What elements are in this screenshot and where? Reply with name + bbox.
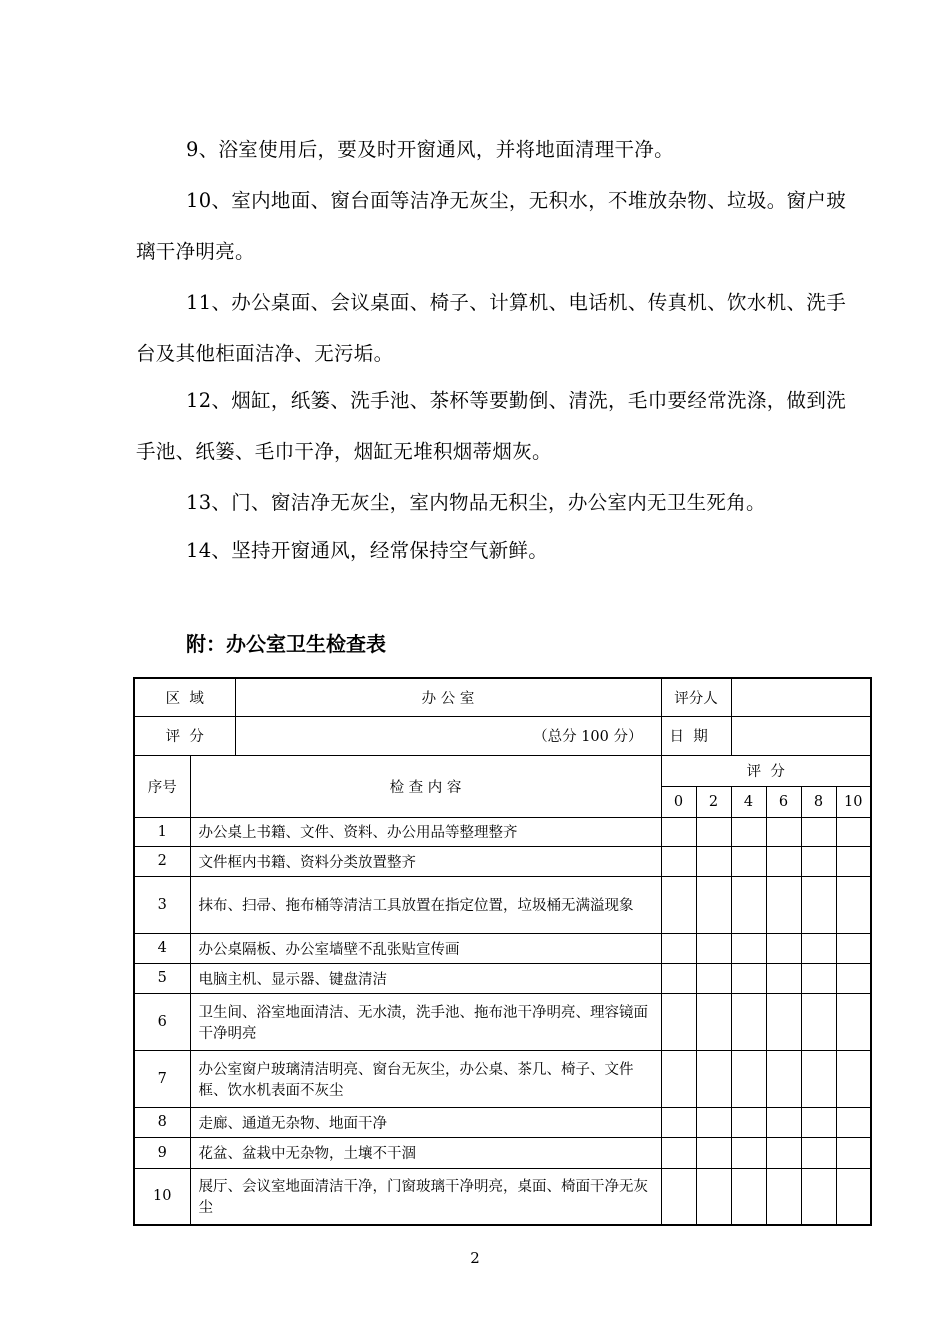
row-content: 电脑主机、显示器、键盘清洁: [190, 963, 661, 993]
score-header: 评 分: [661, 755, 871, 786]
row-number: 4: [134, 933, 190, 963]
row-content: 办公室窗户玻璃清洁明亮、窗台无灰尘，办公桌、茶几、椅子、文件框、饮水机表面不灰尘: [190, 1050, 661, 1107]
score-level-6: 6: [766, 786, 801, 817]
score-cell[interactable]: [696, 993, 731, 1050]
score-cell[interactable]: [661, 963, 696, 993]
score-cell[interactable]: [801, 876, 836, 933]
score-cell[interactable]: [836, 846, 871, 876]
score-cell[interactable]: [836, 1168, 871, 1225]
score-cell[interactable]: [766, 1137, 801, 1168]
paragraph-12: 12、烟缸，纸篓、洗手池、茶杯等要勤倒、清洗，毛巾要经常洗涤，做到洗手池、纸篓、毛巾干净，烟缸无堆积烟蒂烟灰。: [136, 389, 846, 463]
score-cell[interactable]: [766, 846, 801, 876]
score-cell[interactable]: [731, 1137, 766, 1168]
score-cell[interactable]: [661, 933, 696, 963]
row-number: 5: [134, 963, 190, 993]
table-row: [134, 1168, 871, 1225]
score-cell[interactable]: [766, 993, 801, 1050]
score-cell[interactable]: [801, 846, 836, 876]
score-cell[interactable]: [766, 933, 801, 963]
content-header: 检 查 内 容: [190, 755, 661, 817]
area-label: 区 域: [134, 678, 235, 716]
page-number: 2: [470, 1249, 480, 1267]
score-cell[interactable]: [836, 993, 871, 1050]
score-cell[interactable]: [731, 993, 766, 1050]
score-cell[interactable]: [836, 1107, 871, 1137]
score-cell[interactable]: [731, 817, 766, 846]
table-row: [134, 1137, 871, 1168]
score-cell[interactable]: [696, 817, 731, 846]
table-row: [134, 1107, 871, 1137]
row-number: 6: [134, 993, 190, 1050]
paragraph-14: 14、坚持开窗通风，经常保持空气新鲜。: [186, 539, 549, 562]
score-cell[interactable]: [801, 933, 836, 963]
score-level-4: 4: [731, 786, 766, 817]
score-cell[interactable]: [661, 846, 696, 876]
score-cell[interactable]: [696, 1050, 731, 1107]
score-cell[interactable]: [661, 1050, 696, 1107]
score-cell[interactable]: [731, 1107, 766, 1137]
score-cell[interactable]: [696, 876, 731, 933]
row-content: 卫生间、浴室地面清洁、无水渍，洗手池、拖布池干净明亮、理容镜面干净明亮: [190, 993, 661, 1050]
score-cell[interactable]: [801, 993, 836, 1050]
score-cell[interactable]: [661, 1168, 696, 1225]
rater-field[interactable]: [731, 678, 871, 716]
score-cell[interactable]: [696, 1107, 731, 1137]
paragraph-13: 13、门、窗洁净无灰尘，室内物品无积尘，办公室内无卫生死角。: [186, 491, 766, 514]
row-number: 3: [134, 876, 190, 933]
score-cell[interactable]: [836, 963, 871, 993]
score-cell[interactable]: [696, 846, 731, 876]
row-number: 10: [134, 1168, 190, 1225]
score-cell[interactable]: [661, 1137, 696, 1168]
score-cell[interactable]: [661, 876, 696, 933]
score-cell[interactable]: [731, 963, 766, 993]
score-cell[interactable]: [836, 1050, 871, 1107]
score-cell[interactable]: [836, 933, 871, 963]
table-row: [134, 1050, 871, 1107]
score-cell[interactable]: [731, 1168, 766, 1225]
table-row: [134, 993, 871, 1050]
table-row: [134, 933, 871, 963]
score-cell[interactable]: [696, 1137, 731, 1168]
score-cell[interactable]: [661, 817, 696, 846]
score-cell[interactable]: [836, 876, 871, 933]
score-cell[interactable]: [696, 963, 731, 993]
score-cell[interactable]: [801, 1168, 836, 1225]
table-row: [134, 817, 871, 846]
hygiene-check-table: [133, 677, 872, 1226]
table-row: [134, 876, 871, 933]
row-content: 走廊、通道无杂物、地面干净: [190, 1107, 661, 1137]
score-label: 评 分: [134, 716, 235, 755]
table-row: [134, 846, 871, 876]
row-content: 展厅、会议室地面清洁干净，门窗玻璃干净明亮，桌面、椅面干净无灰尘: [190, 1168, 661, 1225]
score-cell[interactable]: [661, 993, 696, 1050]
paragraph-11: 11、办公桌面、会议桌面、椅子、计算机、电话机、传真机、饮水机、洗手台及其他柜面洁净、无污垢。: [136, 291, 846, 365]
score-level-8: 8: [801, 786, 836, 817]
score-cell[interactable]: [801, 963, 836, 993]
score-cell[interactable]: [766, 1050, 801, 1107]
rater-label: 评分人: [661, 678, 731, 716]
row-number: 9: [134, 1137, 190, 1168]
area-value: 办 公 室: [235, 678, 661, 716]
seq-header: 序号: [134, 755, 190, 817]
score-cell[interactable]: [766, 817, 801, 846]
score-cell[interactable]: [731, 876, 766, 933]
score-cell[interactable]: [836, 1137, 871, 1168]
appendix-title: 附：办公室卫生检查表: [186, 632, 386, 656]
date-label: 日 期: [661, 716, 731, 755]
score-cell[interactable]: [801, 1137, 836, 1168]
score-cell[interactable]: [766, 1107, 801, 1137]
score-cell[interactable]: [696, 933, 731, 963]
row-number: 8: [134, 1107, 190, 1137]
paragraph-10: 10、室内地面、窗台面等洁净无灰尘，无积水，不堆放杂物、垃圾。窗户玻璃干净明亮。: [136, 189, 846, 263]
row-content: 文件框内书籍、资料分类放置整齐: [190, 846, 661, 876]
score-cell[interactable]: [696, 1168, 731, 1225]
score-cell[interactable]: [731, 846, 766, 876]
row-content: 办公桌上书籍、文件、资料、办公用品等整理整齐: [190, 817, 661, 846]
row-number: 7: [134, 1050, 190, 1107]
score-cell[interactable]: [801, 1107, 836, 1137]
score-cell[interactable]: [766, 1168, 801, 1225]
table-row: [134, 963, 871, 993]
score-cell[interactable]: [661, 1107, 696, 1137]
score-level-2: 2: [696, 786, 731, 817]
score-level-0: 0: [661, 786, 696, 817]
row-number: 2: [134, 846, 190, 876]
score-cell[interactable]: [731, 933, 766, 963]
score-level-10: 10: [836, 786, 871, 817]
row-content: 办公桌隔板、办公室墙壁不乱张贴宣传画: [190, 933, 661, 963]
score-cell[interactable]: [836, 817, 871, 846]
score-cell[interactable]: [766, 876, 801, 933]
row-content: 花盆、盆栽中无杂物，土壤不干涸: [190, 1137, 661, 1168]
score-cell[interactable]: [801, 817, 836, 846]
paragraph-9: 9、浴室使用后，要及时开窗通风，并将地面清理干净。: [186, 138, 674, 161]
total-score-field[interactable]: （总分 100 分）: [235, 716, 661, 755]
row-number: 1: [134, 817, 190, 846]
score-cell[interactable]: [801, 1050, 836, 1107]
score-cell[interactable]: [731, 1050, 766, 1107]
row-content: 抹布、扫帚、拖布桶等清洁工具放置在指定位置，垃圾桶无满溢现象: [190, 876, 661, 933]
score-cell[interactable]: [766, 963, 801, 993]
date-field[interactable]: [731, 716, 871, 755]
